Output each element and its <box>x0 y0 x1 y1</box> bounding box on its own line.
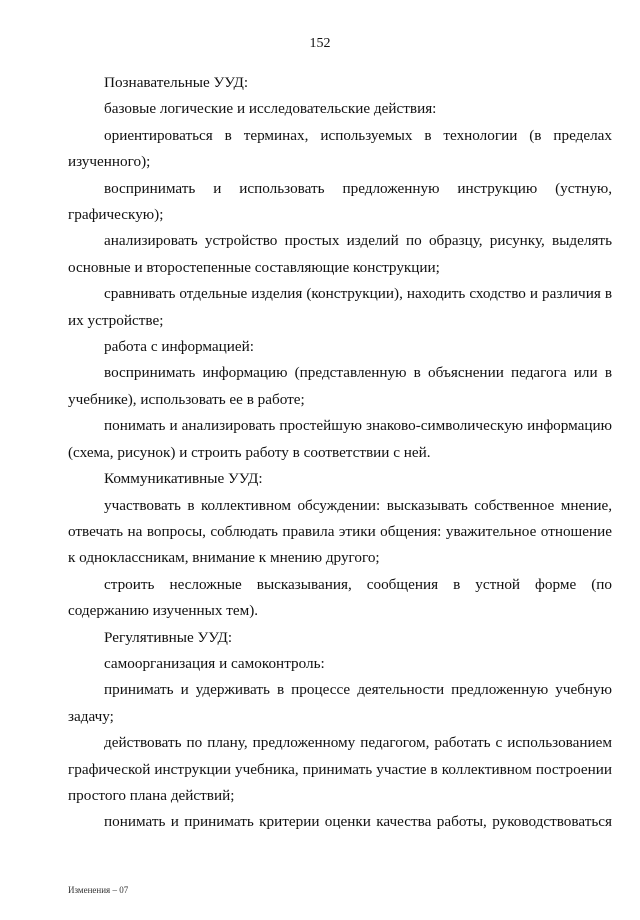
page-number: 152 <box>309 36 331 51</box>
subheading-information: работа с информацией: <box>104 338 254 356</box>
section-heading-regulatory: Регулятивные УУД: <box>104 628 233 646</box>
paragraph: действовать по плану, предложенному педагогом, работать с использованием графической инструкции учебника, принимать участие в коллективном построении простого плана действий; <box>68 734 612 804</box>
footer-revision-note: Изменения – 07 <box>68 885 129 895</box>
paragraph: воспринимать информацию (представленную в объяснении педагога или в учебнике), использовать ее в работе; <box>68 364 612 408</box>
section-heading-cognitive: Познавательные УУД: <box>104 74 249 91</box>
paragraph: воспринимать и использовать предложенную инструкцию (устную, графическую); <box>68 179 612 224</box>
body-text <box>68 70 612 836</box>
paragraph: понимать и принимать критерии оценки качества работы, руководствоваться <box>104 813 612 831</box>
paragraph: строить несложные высказывания, сообщения в устной форме (по содержанию изученных тем). <box>68 575 612 620</box>
paragraph: сравнивать отдельные изделия (конструкции), находить сходство и различия в их устройстве; <box>68 285 612 329</box>
paragraph: понимать и анализировать простейшую знаково-символическую информацию (схема, рисунок) и строить работу в соответствии с ней. <box>68 417 612 461</box>
section-heading-communicative: Коммуникативные УУД: <box>104 470 263 488</box>
subheading-logical-actions: базовые логические и исследовательские действия: <box>104 100 437 118</box>
paragraph: участвовать в коллективном обсуждении: высказывать собственное мнение, отвечать на вопросы, соблюдать правила этики общения: уважительное отношение к одноклассникам, внимание к мнению другого; <box>68 496 612 567</box>
paragraph: анализировать устройство простых изделий по образцу, рисунку, выделять основные и второстепенные составляющие конструкции; <box>68 232 612 276</box>
subheading-self-organization: самоорганизация и самоконтроль: <box>104 654 325 672</box>
paragraph: ориентироваться в терминах, используемых в технологии (в пределах изученного); <box>68 126 612 171</box>
paragraph: принимать и удерживать в процессе деятельности предложенную учебную задачу; <box>68 681 612 725</box>
